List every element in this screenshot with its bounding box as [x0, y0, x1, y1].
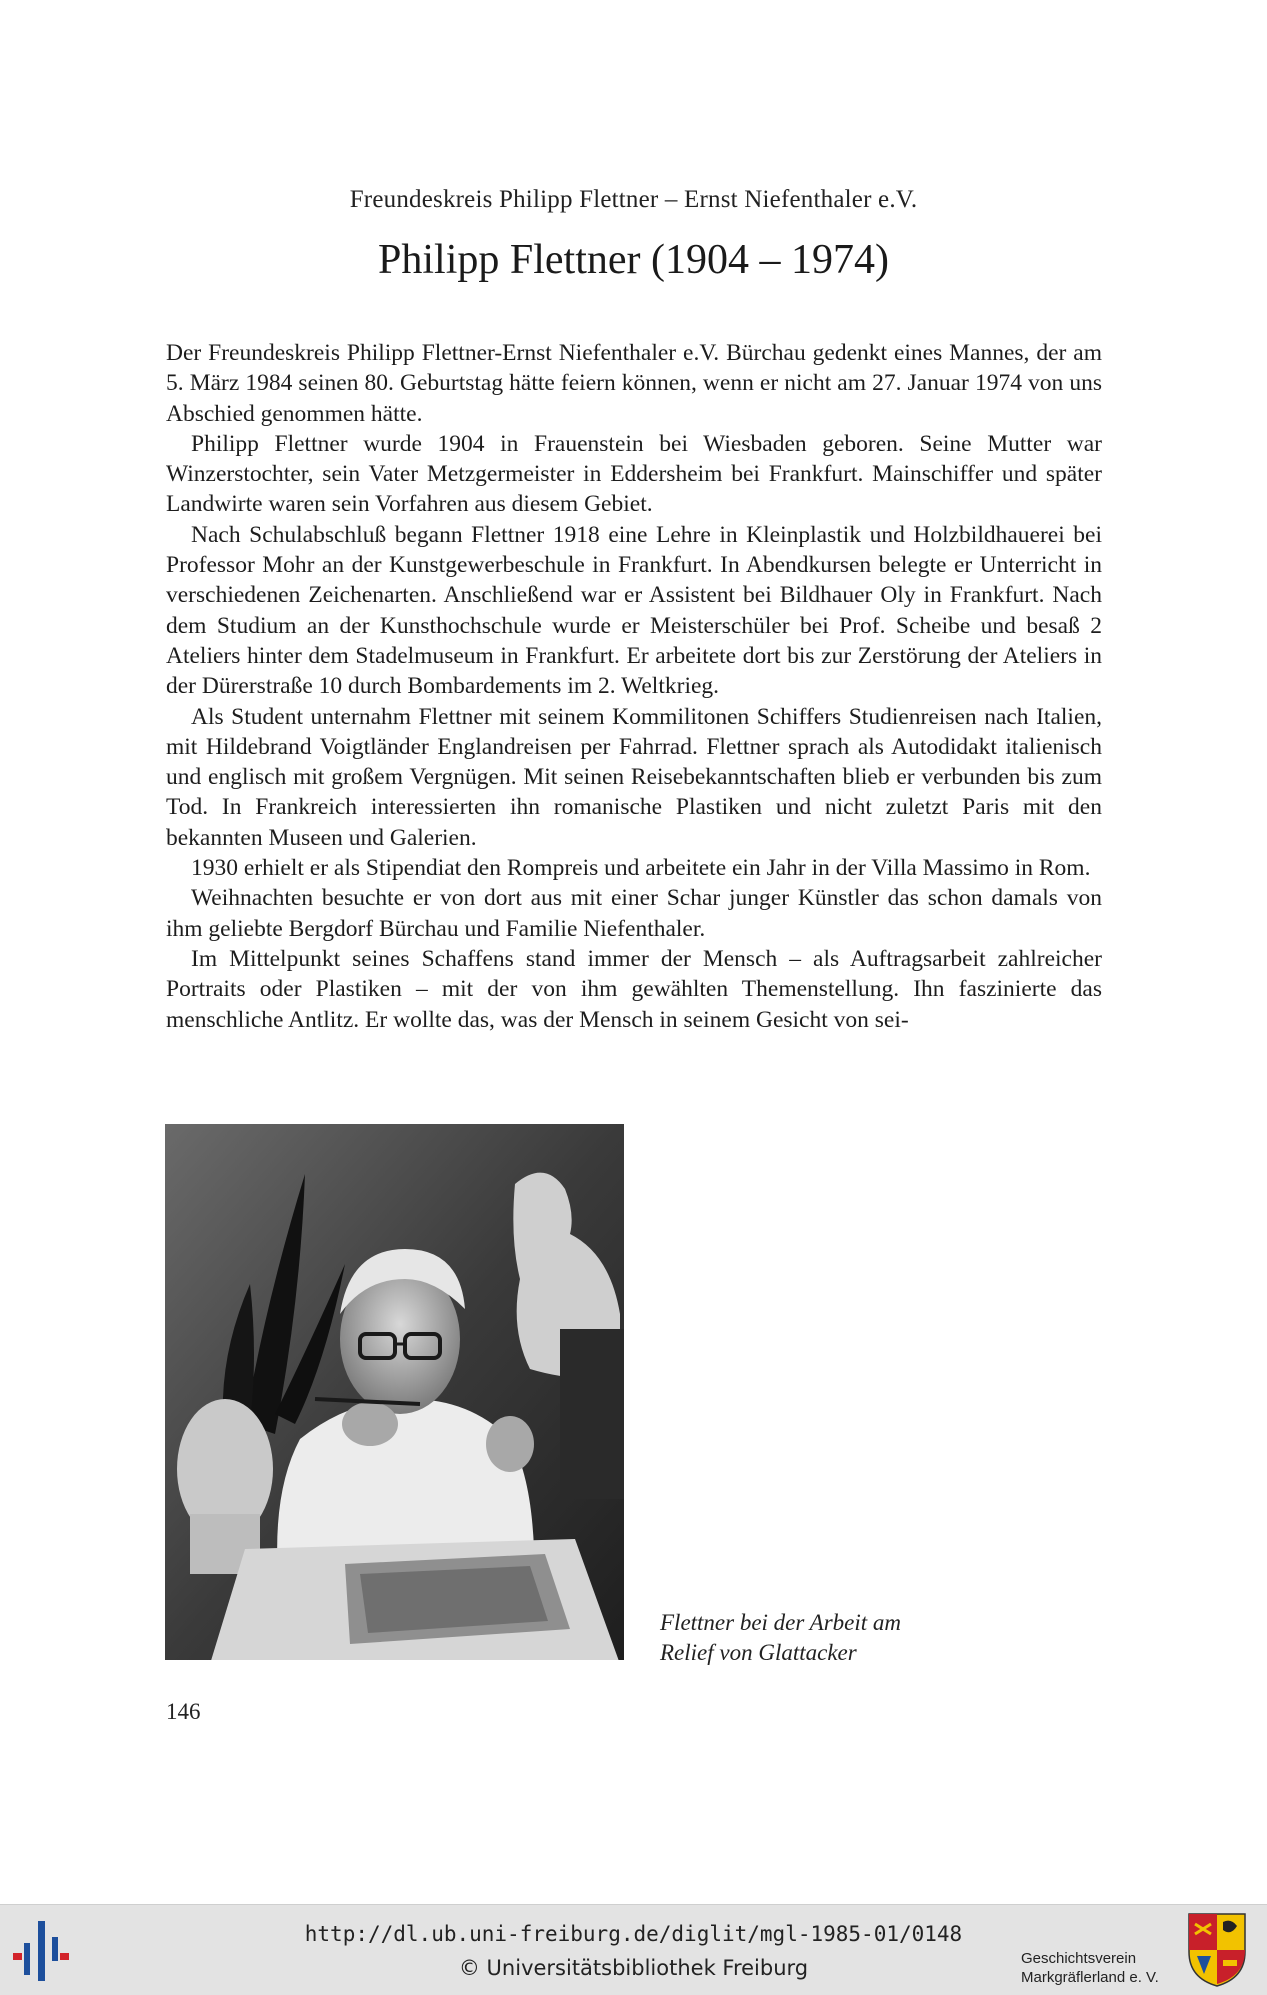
society-name	[1021, 1949, 1159, 1987]
photo-flettner-at-work	[165, 1124, 624, 1660]
coat-of-arms-icon[interactable]	[1187, 1912, 1247, 1988]
paragraph-1: Der Freundeskreis Philipp Flettner-Ernst Niefenthaler e.V. Bürchau gedenkt eines Mannes, der am 5. März 1984 seinen 80. Geburtstag hätte feiern können, wenn er nicht am 27. Januar 1974 von uns Abschied genommen hätte.	[166, 340, 1102, 427]
photo-caption	[660, 1608, 960, 1668]
copyright-notice: © Universitätsbibliothek Freiburg	[458, 1956, 809, 1980]
paragraph-7: Im Mittelpunkt seines Schaffens stand immer der Mensch – als Auftragsarbeit zahlreicher Portraits oder Plastiken – mit der von ihm gewählten Themenstellung. Ihn faszinierte das menschliche Antlitz. Er wollte das, was der Mensch in seinem Gesicht von sei-	[166, 945, 1102, 1033]
paragraph-3: Nach Schulabschluß begann Flettner 1918 eine Lehre in Kleinplastik und Holzbildhauerei bei Professor Mohr an der Kunstgewerbeschule in Frankfurt. In Abendkursen belegte er Unterricht in verschiedenen Zeichenarten. Anschließend war er Assistent bei Bildhauer Oly in Frankfurt. Nach dem Studium an der Kunsthochschule wurde er Meisterschüler bei Prof. Scheibe und besaß 2 Ateliers hinter dem Stadelmuseum in Frankfurt. Er arbeitete dort bis zur Zerstörung der Ateliers in der Dürerstraße 10 durch Bombardements im 2. Weltkrieg.	[166, 521, 1102, 700]
paragraph-2: Philipp Flettner wurde 1904 in Frauenstein bei Wiesbaden geboren. Seine Mutter war Winzerstochter, sein Vater Metzgermeister in Eddersheim bei Frankfurt. Mainschiffer und später Landwirte waren sein Vorfahren aus diesem Gebiet.	[166, 430, 1102, 518]
page-number: 146	[166, 1699, 201, 1724]
society-name-line-1: Geschichtsverein	[1021, 1950, 1137, 1967]
caption-line-1: Flettner bei der Arbeit am	[660, 1610, 902, 1635]
viewer-footer	[0, 1904, 1267, 1995]
article-title: Philipp Flettner (1904 – 1974)	[378, 237, 889, 283]
document-url-link[interactable]: http://dl.ub.uni-freiburg.de/diglit/mgl-1985-01/0148	[304, 1922, 963, 1946]
paragraph-6: Weihnachten besuchte er von dort aus mit einer Schar junger Künstler das schon damals von ihm geliebte Bergdorf Bürchau und Familie Niefenthaler.	[166, 885, 1102, 942]
caption-line-2: Relief von Glattacker	[660, 1640, 857, 1665]
article-body	[166, 338, 1102, 1035]
paragraph-5: 1930 erhielt er als Stipendiat den Rompreis und arbeitete ein Jahr in der Villa Massimo in Rom.	[191, 855, 1091, 882]
running-header: Freundeskreis Philipp Flettner – Ernst Niefenthaler e.V.	[349, 186, 918, 213]
society-name-line-2: Markgräflerland e. V.	[1021, 1969, 1159, 1986]
paragraph-4: Als Student unternahm Flettner mit seinem Kommilitonen Schiffers Studienreisen nach Italien, mit Hildebrand Voigtländer Englandreisen per Fahrrad. Flettner sprach als Autodidakt italienisch und englisch mit großem Vergnügen. Mit seinen Reisebekanntschaften blieb er verbunden bis zum Tod. In Frankreich interessierten ihn romanische Plastiken und nicht zuletzt Paris mit den bekannten Museen und Galerien.	[166, 703, 1102, 851]
